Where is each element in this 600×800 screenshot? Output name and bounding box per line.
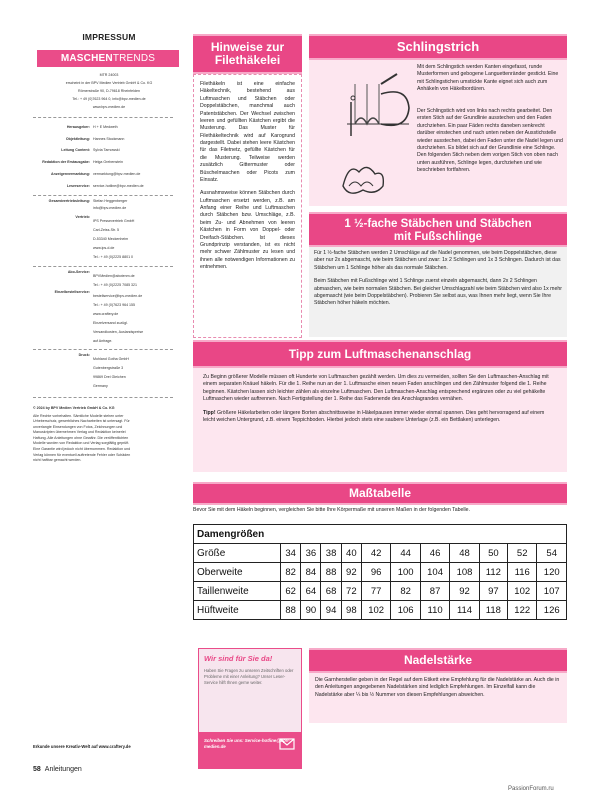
table-cell: 40 xyxy=(341,544,361,563)
tipp-paragraph-1: Zu Beginn größerer Modelle müssen oft Hunderte von Luftmaschen gezählt werden. Um dies zu vermeiden, sollten Sie den Luftmaschen-Anschlag mit einem separaten Knäuel häkeln. Für die 1. Reihe nun an der 1. Luftmasche einen neuen Faden anschlingen und den Zählmuster folgend die 1. Reihe beginnen. Kästchen lassen sich leichter zählen als einzelne Luftmaschen. Den Luftmaschen-Anschlag entsprechend ergänzen oder zu viel gehäkelte Luftmaschen wieder auftrennen. Nach Fertigstellung der 1. Reihe das Fadenende des Anschlagrandes vernähen. xyxy=(203,374,549,403)
row-label: Hüftweite xyxy=(194,601,281,620)
staff-role: Leitung Content: xyxy=(61,148,90,153)
legal-line: nicht haftbar gemacht werden. xyxy=(33,458,82,463)
service-text: Haben Sie Fragen zu unseren Zeitschriften oder Probleme mit einer Anleitung? Unser Leser-Service hilft Ihnen gerne weiter. xyxy=(204,668,294,686)
staff-row xyxy=(33,125,185,130)
filethaekelei-box xyxy=(193,74,302,338)
publisher-block xyxy=(33,73,185,109)
druck-lines-item: Mohland Gotha GmbH xyxy=(93,357,129,362)
einzel-lines-item: auf Anfrage. xyxy=(93,338,113,343)
table-cell: 94 xyxy=(321,601,341,620)
service-box xyxy=(198,648,302,769)
tipp-box xyxy=(193,368,567,472)
schlingstrich-box xyxy=(309,60,567,206)
legal-line: Modelle wurden von Redaktion und Verlag sorgfältig geprüft. xyxy=(33,441,130,446)
staff-value: vermarktung@bpv-medien.de xyxy=(93,172,141,177)
table-cell: 114 xyxy=(450,601,479,620)
legal-text xyxy=(33,414,185,464)
service-title: Wir sind für Sie da! xyxy=(204,654,273,663)
staff-value: Helga Grebenstein xyxy=(93,160,123,165)
abo-row: Abo-Service: BPVMedien@abotenm.de Tel.: + 49 (0)2225 7085 321 xyxy=(33,270,185,288)
vertrieb-lines-item: Tel.: + 49 (0)2225 8801 0 xyxy=(93,254,134,259)
druck-lines-item: Gutenbergstraße 3 xyxy=(93,366,124,371)
schlingstich-sample-icon xyxy=(339,156,389,200)
table-cell: 50 xyxy=(479,544,507,563)
publisher-line: erscheint in der BPV Medien Vertrieb GmbH & Co. KG xyxy=(65,81,153,86)
table-cell: 88 xyxy=(281,601,301,620)
legal-line: Haftung. Alle Anleitungen ohne Gewähr. Die veröffentlichten xyxy=(33,435,129,440)
publisher-web[interactable]: www.bpv-medien.de xyxy=(92,104,126,109)
masstabelle-intro: Bevor Sie mit dem Häkeln beginnen, vergleichen Sie bitte Ihre Körpermaße mit unseren Maßen in der folgenden Tabelle. xyxy=(193,507,471,513)
staebchen-paragraph-2: Beim Stäbchen mit Fußschlinge wird 1 Schlinge zuerst einzeln abgemascht, dann 2x 2 Schlingen abmaschen, wie beim normalen Stäbchen. Bei gleicher Umschlagzahl wie beim Stäbchen wird also 1x mehr abgemascht (wie beim Doppelstäbchen). Probieren Sie selbst aus, was Ihnen mehr liegt, wenn Sie Ihre Stäbchen höher häkeln möchten. xyxy=(314,278,562,307)
staebchen-paragraph-1: Für 1 ½-fache Stäbchen werden 2 Umschläge auf die Nadel genommen, wie beim Doppelstäbchen, diese aber nur 2x abgemascht, wie beim Stäbchen und zwar: 1x 2 Schlingen und 1x 3 Schlingen. Dadurch ist das Stäbchen um 1 Schlinge höher als das normale Stäbchen. xyxy=(314,250,561,271)
legal-line: Alle Rechte vorbehalten. Sämtliche Modelle stehen unter xyxy=(33,413,124,418)
filethaekelei-paragraph-2: Ausnahmsweise können Stäbchen durch Luftmaschen ersetzt werden, z.B. am Anfang einer Reihe und Luftmaschen durch Stäbchen bzw. Umschläge, z.B. beim Zu- und Abnehmen von leeren Kästchen in Form von Doppel- oder Dreifach-Stäbchen. Ist dieses Grundprinzip verstanden, ist es nicht mehr schwer Zählmuster zu lesen und ihnen alle notwendigen Informationen zu entnehmen. xyxy=(200,190,295,270)
staff-row xyxy=(33,184,185,189)
row-label: Größe xyxy=(194,544,281,563)
gesamtvertrieb-row: Gesamtvertriebsleitung: Stefan Heggenberger info@bpv-medien.de xyxy=(48,198,128,210)
table-cell: 112 xyxy=(479,563,507,582)
einzel-lines-item: Versandkosten, Auslandspreise xyxy=(93,329,144,334)
vertrieb-lines-item: D-53340 Meckenheim xyxy=(93,237,129,242)
table-cell: 52 xyxy=(507,544,536,563)
legal-line: Urheberschutz, gewerbliches Nacharbeiten ist untersagt. Für xyxy=(33,419,130,424)
legal-line: unverlangte Einsendungen von Fotos, Zeichnungen und xyxy=(33,424,123,429)
table-cell: 107 xyxy=(537,582,567,601)
staff-value: Hannes Stockmann xyxy=(93,136,125,141)
staff-value: H + E Medweth xyxy=(93,124,118,129)
legal-line: Eine Garantie wird jedoch nicht übernommen. Redaktion und xyxy=(33,447,131,451)
table-row xyxy=(194,563,567,582)
table-cell: 46 xyxy=(420,544,449,563)
abo-lines-item: Tel.: + 49 (0)2225 7085 321 xyxy=(93,282,138,287)
size-table-header: Damengrößen xyxy=(194,525,567,544)
staff-role: Leserservice: xyxy=(66,183,90,188)
vertrieb-lines-item: Carl-Zeiss-Str. 5 xyxy=(93,228,119,233)
table-cell: 72 xyxy=(341,582,361,601)
table-cell: 44 xyxy=(391,544,420,563)
staff-row xyxy=(33,148,185,153)
schlingstrich-paragraph-2: Der Schlingstich wird von links nach rechts gearbeitet. Den ersten Stich auf der Grundlinie ausstechen und den Faden durchziehen. Ein paar Fäden rechts daneben senkrecht darüber einstechen und nach unten neben der Ausstichstelle wieder ausstechen, dabei den Faden unter die Nadel legen und durchziehen. Es bildet sich auf der Grundlinie eine Schlinge. Den folgenden Stich neben dem vorigen Stich von oben nach unten ausführen, Schlinge legen, durchziehen und wie beschrieben fortfahren. xyxy=(417,108,563,173)
filethaekelei-heading: Hinweise zur Filethäkelei xyxy=(193,34,302,74)
staff-list xyxy=(33,125,185,189)
staebchen-box xyxy=(309,247,567,337)
row-label: Oberweite xyxy=(194,563,281,582)
table-cell: 104 xyxy=(420,563,449,582)
einzel-lines-item: Einzelversand zuzügl. xyxy=(93,320,128,325)
table-cell: 120 xyxy=(537,563,567,582)
size-table xyxy=(193,524,567,620)
staff-role: Redaktion der Erstausgabe: xyxy=(42,160,90,165)
masstabelle-heading: Maßtabelle xyxy=(193,482,567,505)
schlingstrich-heading: Schlingstrich xyxy=(309,34,567,60)
einzel-row: Einzelbestellservice: bestellservice@bpv-medien.de Tel.: + 49 (0)7623 964 155 www.craftery.de Einzelversand zuzügl. Versandkosten, Auslandspreise auf Anfrage. xyxy=(33,290,185,343)
nadelstaerke-box xyxy=(309,673,567,723)
table-cell: 48 xyxy=(450,544,479,563)
row-label: Taillenweite xyxy=(194,582,281,601)
table-cell: 36 xyxy=(301,544,321,563)
table-cell: 34 xyxy=(281,544,301,563)
vertrieb-lines-item: IPS Pressevertrieb GmbH xyxy=(93,219,135,224)
tipp-heading: Tipp zum Luftmaschenanschlag xyxy=(193,340,567,368)
table-cell: 77 xyxy=(361,582,390,601)
table-cell: 68 xyxy=(321,582,341,601)
schlingstich-illustration-icon xyxy=(337,64,419,144)
staff-value: Sylvia Tarnowski xyxy=(93,148,120,153)
staff-value: service-hotline@bpv-medien.de xyxy=(93,183,144,188)
druck-row: Druck: Mohland Gotha GmbH Gutenbergstraße 3 99869 Drei Gleichen Germany xyxy=(33,353,185,388)
page-number: 58 Anleitungen xyxy=(33,766,82,773)
table-cell: 97 xyxy=(479,582,507,601)
table-cell: 102 xyxy=(507,582,536,601)
table-cell: 38 xyxy=(321,544,341,563)
table-cell: 88 xyxy=(321,563,341,582)
nadelstaerke-heading: Nadelstärke xyxy=(309,648,567,673)
vertrieb-row: Vertrieb: IPS Pressevertrieb GmbH Carl-Zeiss-Str. 5 D-53340 Meckenheim www.ips-d.de Tel.: + 49 (0)2225 8801 0 xyxy=(33,215,185,259)
einzel-lines-item: Tel.: + 49 (0)7623 964 155 xyxy=(93,303,136,308)
table-cell: 118 xyxy=(479,601,507,620)
staff-row xyxy=(33,160,185,165)
craftery-link[interactable]: Erkunde unsere Kreativ-Welt auf www.craftery.de xyxy=(33,744,131,749)
maschentrends-logo: MASCHENTRENDS xyxy=(37,50,179,67)
table-cell: 102 xyxy=(361,601,390,620)
table-cell: 87 xyxy=(420,582,449,601)
publisher-address: Römerstraße 90, D-79618 Rheinfelden xyxy=(78,89,140,94)
schlingstrich-paragraph-1: Mit dem Schlingstich werden Kanten eingefasst, runde Musterformen und gebogene Languettenränder gestickt. Eine mit Schlingstichen umstickte Kante eignet sich auch zum Anhäkeln von Häkelbordüren. xyxy=(417,64,559,93)
publisher-contact: Tel.: + 49 (0)7623 964 0, info@bpv-medien.de xyxy=(72,97,146,101)
masstabelle-table-wrap xyxy=(193,524,567,620)
table-cell: 82 xyxy=(391,582,420,601)
legal-line: Verlag können für eventuell auftretende Fehler oder Schäden xyxy=(33,452,131,457)
table-cell: 126 xyxy=(537,601,567,620)
service-contact[interactable]: Schreiben Sie uns: Service-hotline@bpv-medien.de xyxy=(199,732,301,768)
druck-lines-item: Germany xyxy=(93,383,108,388)
table-cell: 108 xyxy=(450,563,479,582)
impressum-title: IMPRESSUM xyxy=(82,32,136,42)
divider xyxy=(33,266,173,267)
impressum-column xyxy=(33,32,185,464)
tipp-paragraph-2: Tipp! Größere Häkelarbeiten oder längere Borten abschnittsweise in Häkelpausen immer wieder einmal spannen. Dies geht hervorragend auf einem leicht weichen Untergrund, z.B. einem Teppichboden. Hierbei jedoch stets eine saubere Unterlage (z.B. ein Bettlaken) unterlegen. xyxy=(203,409,545,423)
staff-row xyxy=(33,137,185,142)
table-cell: 96 xyxy=(361,563,390,582)
divider xyxy=(33,397,173,398)
filethaekelei-paragraph-1: Filethäkeln ist eine einfache Häkeltechnik, bestehend aus Luftmaschen und Stäbchen oder Doppelstäbchen, manchmal auch Patentstäbchen. Der Wechsel zwischen leeren und gefüllten Kästchen ergibt die Musterung. Das Muster für Filethäkeltechnik wird auf Karogrund dargestellt. Dabei stehen leere Kästchen für das Filetnetz, gefüllte Kästchen für die Musterung. Teilweise werden zusätzlich Gittermuster oder Büschelmaschen oder Picots zum Einsatz. xyxy=(200,81,295,183)
nadelstaerke-text: Die Garnhersteller geben in der Regel auf dem Etikett eine Empfehlung für die Nadelstärke an. Auch die in den Anleitungen angegebenen Nadelstärken sind lediglich Empfehlungen. Im Einzelfall kann die Nadelstärke aber ¼ bis ½ Nummer von diesen Empfehlungen abweichen. xyxy=(315,677,560,698)
table-cell: 42 xyxy=(361,544,390,563)
table-row xyxy=(194,544,567,563)
table-cell: 116 xyxy=(507,563,536,582)
table-cell: 64 xyxy=(301,582,321,601)
staff-row xyxy=(33,172,185,177)
divider xyxy=(33,117,173,118)
staff-role: Anzeigenvermarktung: xyxy=(51,172,90,177)
table-cell: 54 xyxy=(537,544,567,563)
table-cell: 110 xyxy=(420,601,449,620)
divider xyxy=(33,349,173,350)
table-cell: 100 xyxy=(391,563,420,582)
staff-role: Objektleitung: xyxy=(65,136,90,141)
table-row xyxy=(194,601,567,620)
table-cell: 92 xyxy=(450,582,479,601)
abo-lines-item: BPVMedien@abotenm.de xyxy=(93,273,135,278)
table-cell: 62 xyxy=(281,582,301,601)
watermark: PassionForum.ru xyxy=(508,786,554,792)
table-cell: 84 xyxy=(301,563,321,582)
druck-lines-item: 99869 Drei Gleichen xyxy=(93,375,126,380)
table-cell: 98 xyxy=(341,601,361,620)
mtr-code: MTR 24003 xyxy=(99,73,119,78)
table-cell: 92 xyxy=(341,563,361,582)
einzel-lines-item: bestellservice@bpv-medien.de xyxy=(93,294,143,299)
table-cell: 90 xyxy=(301,601,321,620)
table-cell: 106 xyxy=(391,601,420,620)
einzel-lines-item: www.craftery.de xyxy=(93,312,119,317)
table-cell: 122 xyxy=(507,601,536,620)
legal-line: Manuskripten übernehmen Verlag und Redaktion keinerlei xyxy=(33,430,126,435)
table-cell: 82 xyxy=(281,563,301,582)
staff-role: Herausgeber: xyxy=(66,124,90,129)
divider xyxy=(33,195,173,196)
table-row xyxy=(194,582,567,601)
envelope-icon xyxy=(279,738,295,750)
vertrieb-lines-item: www.ips-d.de xyxy=(93,245,115,250)
staebchen-heading: 1 ½-fache Stäbchen und Stäbchen mit Fußschlinge xyxy=(309,212,567,247)
copyright: © 2024 by BPV Medien Vertrieb GmbH & Co. KG xyxy=(33,405,115,410)
